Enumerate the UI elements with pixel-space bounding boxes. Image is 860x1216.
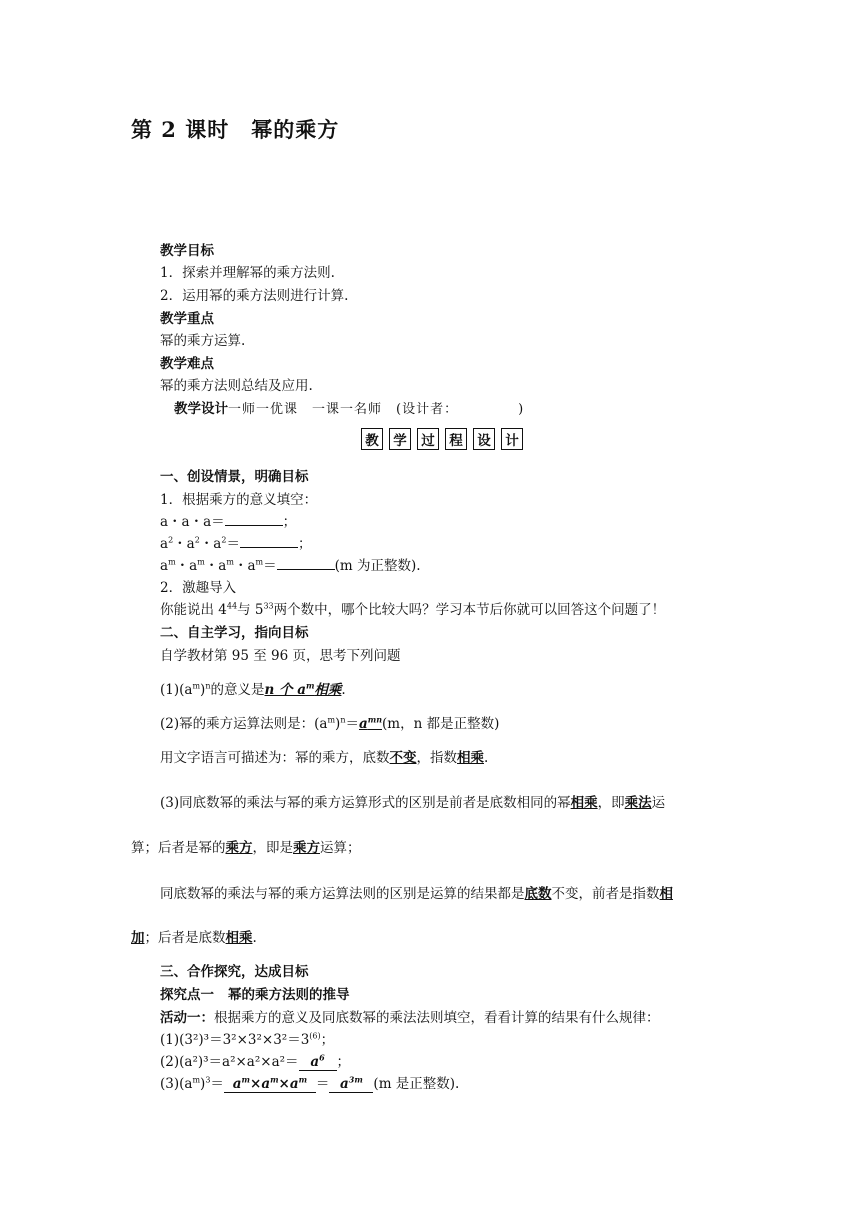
answer: 不变 xyxy=(389,750,417,766)
process-box: 设 xyxy=(473,428,495,450)
activity-one xyxy=(160,1006,660,1026)
activity-text: 根据乘方的意义及同底数幂的乘法法则填空，看看计算的结果有什么规律： xyxy=(214,1010,660,1026)
difficulty-text: 幂的乘方法则总结及应用. xyxy=(160,378,313,394)
section2-intro: 自学教材第 95 至 96 页，思考下列问题 xyxy=(160,648,401,664)
answer: 相乘 xyxy=(457,750,484,766)
key-point-heading: 教学重点 xyxy=(160,311,214,327)
design-tagline: 一师一优课 一课一名师 (设计者： xyxy=(228,402,459,417)
process-box: 过 xyxy=(417,428,439,450)
answer: 乘方 xyxy=(225,840,253,856)
activity-label: 活动一： xyxy=(160,1010,214,1026)
section1-item1: 1．根据乘方的意义填空： xyxy=(160,492,318,508)
intro-question: 你能说出 $4^{44}$与 $5^{33}$两个数中，哪个比较大吗？学习本节后你就可以回答这个问题了！ xyxy=(160,601,666,618)
answer: 相乘 xyxy=(225,930,253,946)
lesson-topic: 幂的乘方 xyxy=(251,117,340,142)
process-box: 计 xyxy=(501,428,523,450)
explore-point-title: 幂的乘方法则的推导 xyxy=(228,987,350,1003)
section1-item2: 2．激趣导入 xyxy=(160,580,237,596)
question-2: (2)幂的乘方运算法则是：$(a^m)^n=a^{mn}(m$，n 都是正整数) xyxy=(160,714,500,732)
answer: $a^{mn}$ xyxy=(358,714,383,732)
answer: 底数 xyxy=(524,886,552,902)
difficulty-heading: 教学难点 xyxy=(160,356,214,372)
question-3-cont: 算；后者是幂的乘方，即是乘方运算； xyxy=(131,840,361,856)
section1-heading: 一、创设情景，明确目标 xyxy=(160,469,309,485)
fill-line-a2: $a^2$・$a^2$・$a^2=$ ； xyxy=(160,535,312,552)
section3-heading: 三、合作探究，达成目标 xyxy=(160,964,309,980)
lesson-number: 第 2 课时 xyxy=(131,117,230,142)
answer: 相乘 xyxy=(570,795,598,811)
answer: $a^{3m}$ xyxy=(329,1076,373,1093)
goals-heading: 教学目标 xyxy=(160,243,214,259)
question-4-cont: 加；后者是底数相乘. xyxy=(131,930,257,946)
answer: 乘方 xyxy=(293,840,320,856)
result-1: $(1)(3^2)^3=3^2\times 3^2\times 3^2=3^{(6)}$； xyxy=(160,1031,335,1048)
explore-point-label: 探究点一 xyxy=(160,987,214,1003)
key-point-text: 幂的乘方运算. xyxy=(160,333,246,349)
answer: 相 xyxy=(659,886,673,902)
process-box: 教 xyxy=(361,428,383,450)
answer: n 个 $a^m$相乘 xyxy=(264,680,342,698)
goal-item: 2．运用幂的乘方法则进行计算. xyxy=(160,288,349,304)
answer: $a^6$ xyxy=(299,1054,337,1071)
process-design-boxes xyxy=(361,428,523,450)
answer: 加 xyxy=(131,930,145,946)
question-1: $(1)(a^m)^n$的意义是n 个 $a^m$相乘. xyxy=(160,680,346,698)
question-3: (3)同底数幂的乘法与幂的乘方运算形式的区别是前者是底数相同的幂相乘，即乘法运 xyxy=(160,795,666,811)
fill-line-am: $a^m$・$a^m$・$a^m$・$a^m= (m$ 为正整数). xyxy=(160,557,421,574)
question-4: 同底数幂的乘法与幂的乘方运算法则的区别是运算的结果都是底数不变，前者是指数相 xyxy=(160,886,673,902)
answer: 乘法 xyxy=(624,795,652,811)
section2-heading: 二、自主学习，指向目标 xyxy=(160,625,309,641)
page-title xyxy=(131,114,339,144)
result-3: $(3)(a^m)^3= a^m\times a^m\times a^m = a^{3m}$ (m 是正整数). xyxy=(160,1074,460,1092)
design-close: ) xyxy=(518,402,525,417)
goal-item: 1．探索并理解幂的乘方法则. xyxy=(160,265,335,281)
process-box: 程 xyxy=(445,428,467,450)
explore-point xyxy=(160,983,350,1003)
design-heading: 教学设计 xyxy=(174,401,228,417)
answer: $a^m\times a^m\times a^m$ xyxy=(224,1076,316,1093)
result-2: $(2)(a^2)^3=a^2\times a^2\times a^2= a^6$ ； xyxy=(160,1052,351,1070)
design-line xyxy=(174,397,524,417)
process-box: 学 xyxy=(389,428,411,450)
fill-line-a: a・a・a＝ ； xyxy=(160,514,297,530)
question-2-words: 用文字语言可描述为：幂的乘方，底数不变，指数相乘. xyxy=(160,750,489,766)
